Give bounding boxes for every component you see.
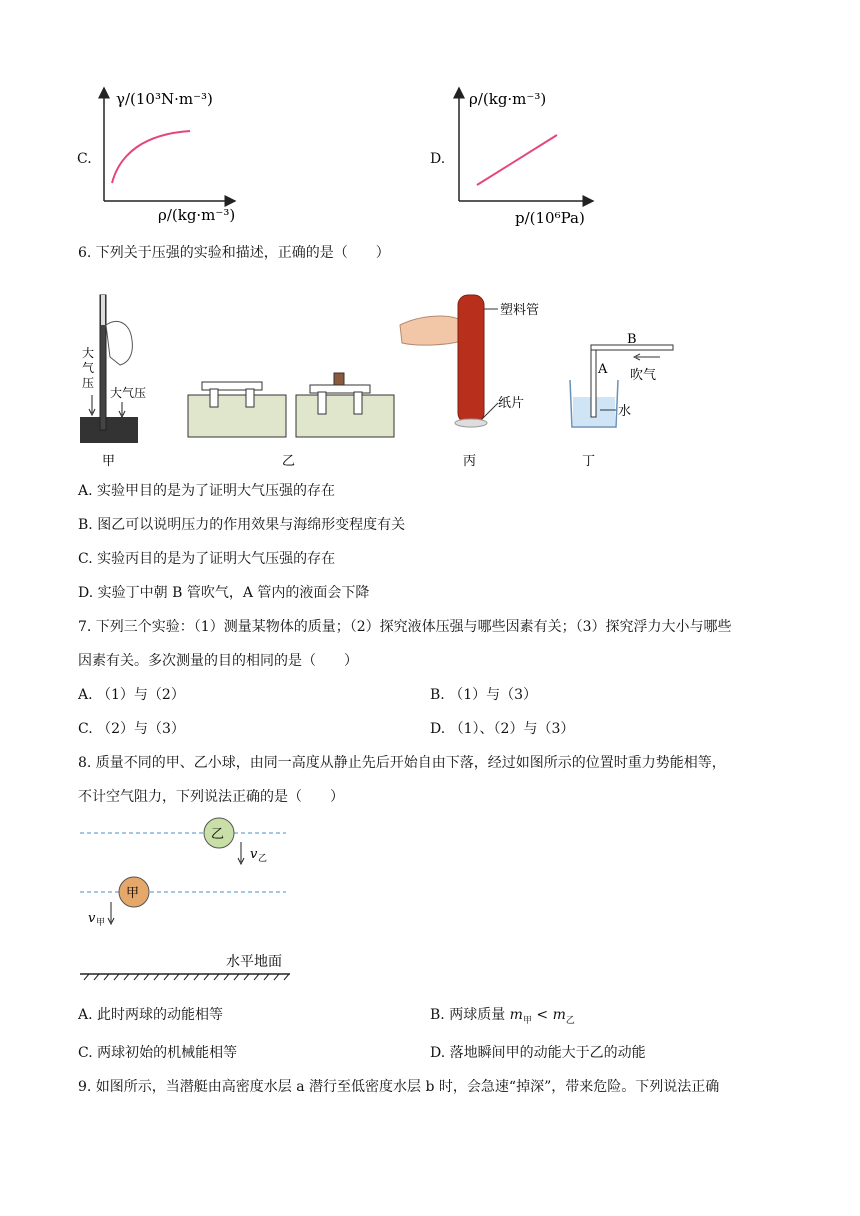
graph-d-line — [477, 135, 557, 185]
ball-yi-label: 乙 — [211, 827, 225, 842]
q7-option-d: D. （1）、（2）与（3） — [430, 721, 575, 737]
q6-option-b: B. 图乙可以说明压力的作用效果与海绵形变程度有关 — [78, 517, 406, 533]
q7-option-a: A. （1）与（2） — [78, 687, 185, 703]
v-yi-sub: 乙 — [258, 854, 268, 864]
plastic-tube-label: 塑料管 — [500, 303, 540, 318]
fig-jia-caption: 甲 — [102, 454, 116, 469]
q8-less-than: < — [536, 1007, 549, 1023]
q7-stem-line1: 7. 下列三个实验：（1）测量某物体的质量；（2）探究液体压强与哪些因素有关；（3）探究浮力大小与哪些 — [78, 619, 732, 635]
ground-label: 水平地面 — [226, 954, 282, 970]
atm-right-label: 大气压 — [110, 386, 147, 400]
q8-figure — [76, 812, 306, 992]
q7-option-b: B. （1）与（3） — [430, 687, 538, 703]
q9-stem-line1: 9. 如图所示，当潜艇由高密度水层 a 潜行至低密度水层 b 时，会急速“掉深”，带来危险。下列说法正确 — [78, 1079, 720, 1095]
atm-left-label: 大气压 — [82, 346, 95, 390]
q8-option-d: D. 落地瞬间甲的动能大于乙的动能 — [430, 1045, 646, 1061]
fig-bing-caption: 丙 — [463, 454, 477, 469]
q8-option-c: C. 两球初始的机械能相等 — [78, 1045, 238, 1061]
q7-option-c: C. （2）与（3） — [78, 721, 185, 737]
option-d-label: D. — [430, 151, 446, 167]
graph-d — [445, 78, 605, 228]
q6-option-d: D. 实验丁中朝 B 管吹气，A 管内的液面会下降 — [78, 585, 370, 601]
blow-label: 吹气 — [630, 368, 657, 383]
a-label: A — [598, 362, 608, 377]
q7-stem-line2: 因素有关。多次测量的目的相同的是（ ） — [78, 653, 358, 669]
q8-m-yi: m — [552, 1007, 566, 1023]
ground-hatch — [84, 974, 289, 980]
v-jia-sub: 甲 — [96, 918, 106, 928]
fig-jia-torricelli — [80, 295, 146, 469]
graph-d-ylabel: ρ/(kg·m⁻³) — [469, 90, 547, 108]
graph-c-xlabel: ρ/(kg·m⁻³) — [158, 206, 236, 224]
graph-c — [90, 78, 260, 228]
fig-bing-tube — [400, 295, 539, 469]
q8-stem-line2: 不计空气阻力，下列说法正确的是（ ） — [78, 789, 344, 805]
fig-yi-caption: 乙 — [282, 454, 296, 469]
paper-label: 纸片 — [498, 396, 525, 411]
v-jia-label: v — [88, 911, 96, 926]
q8-option-a: A. 此时两球的动能相等 — [78, 1007, 224, 1023]
b-label: B — [627, 332, 637, 347]
q8-option-b-prefix: B. 两球质量 — [430, 1007, 506, 1023]
q6-option-a: A. 实验甲目的是为了证明大气压强的存在 — [78, 483, 336, 499]
ball-jia-label: 甲 — [126, 886, 140, 901]
q8-stem-line1: 8. 质量不同的甲、乙小球，由同一高度从静止先后开始自由下落，经过如图所示的位置时重力势能相等， — [78, 755, 726, 771]
q8-m-jia: m — [509, 1007, 523, 1023]
graph-d-xlabel: p/(10⁶Pa) — [515, 209, 585, 227]
graph-c-ylabel: γ/(10³N·m⁻³) — [116, 90, 213, 108]
fig-ding-caption: 丁 — [582, 454, 596, 469]
fig-yi-sponges — [188, 373, 394, 469]
water-label: 水 — [618, 404, 632, 419]
q6-figure — [70, 285, 790, 475]
q6-option-c: C. 实验丙目的是为了证明大气压强的存在 — [78, 551, 336, 567]
q8-m-jia-sub: 甲 — [522, 1015, 532, 1026]
fig-ding-beaker — [570, 332, 673, 469]
v-yi-label: v — [250, 847, 258, 862]
q6-stem: 6. 下列关于压强的实验和描述，正确的是（ ） — [78, 245, 390, 261]
graph-c-curve — [112, 131, 190, 183]
q8-option-b — [430, 1006, 575, 1030]
q8-m-yi-sub: 乙 — [565, 1015, 575, 1026]
option-c-label: C. — [77, 151, 92, 167]
